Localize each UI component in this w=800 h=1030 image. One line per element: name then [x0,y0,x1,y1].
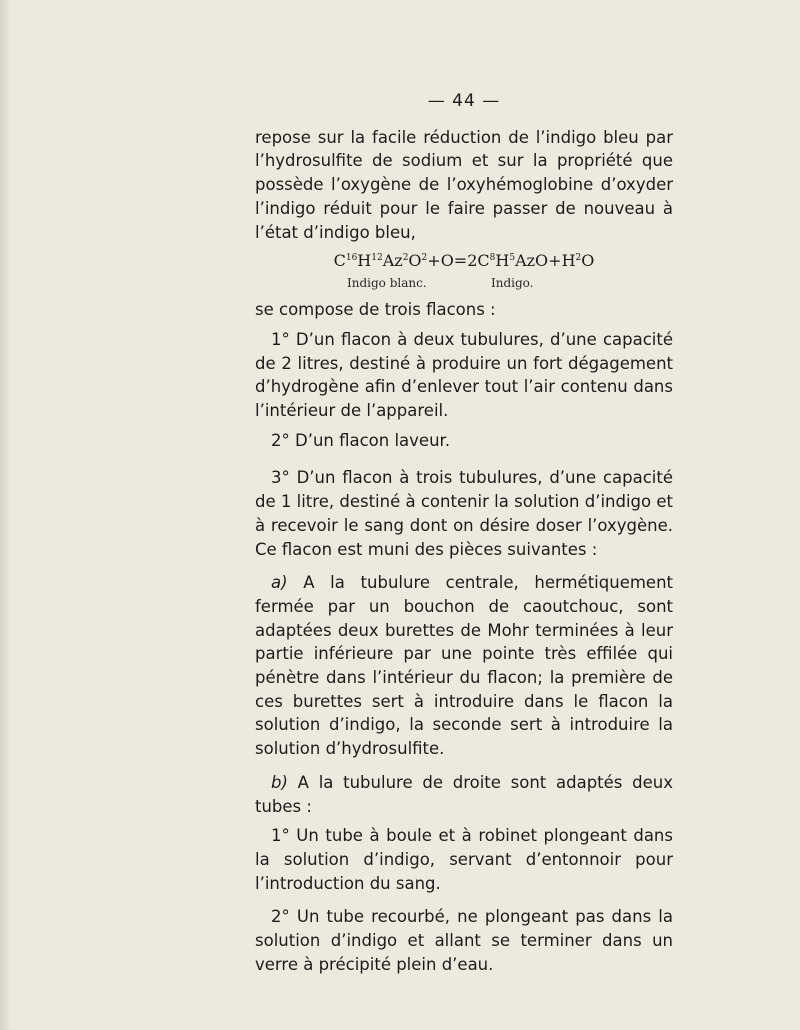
label-indigo-blanc: Indigo blanc. [347,276,427,291]
item-a [255,571,673,761]
item-a-marker: a) [271,573,288,593]
item-1: 1° D’un flacon à deux tubulures, d’une capacité de 2 litres, destiné à produire un fort dégagement d’hydrogène afin d’enlever tout l’air contenu dans l’intérieur de l’appareil. [255,329,673,421]
item-a-text: A la tubulure centrale, hermétiquement fermée par un bouchon de caoutchouc, sont adaptées deux burettes de Mohr terminées à leur partie inférieure par une pointe très effilée qui pénètre dans l’intérieur du flacon; la première de ces burettes sert à introduire dans le flacon la solution d’indigo, la seconde sert à introduire la solution d’hydrosulfite. [255,573,673,759]
item-b [255,771,673,818]
page-edge-shadow [0,0,10,1030]
item-3: 3° D’un flacon à trois tubulures, d’une capacité de 1 litre, destiné à contenir la solution d’indigo et à recevoir le sang dont on désire doser l’oxygène. Ce flacon est muni des pièces suivantes : [255,468,673,559]
item-b2: 2° Un tube recourbé, ne plongeant pas dans la solution d’indigo et allant se terminer dans un verre à précipité plein d’eau. [255,907,673,974]
item-b-marker: b) [271,772,288,792]
intro-paragraph: repose sur la facile réduction de l’indigo bleu par l’hydrosulfite de sodium et sur la propriété que possède l’oxygène de l’oxyhémoglobine d’oxyder l’indigo réduit pour le faire passer de nouveau à l’état d’indigo bleu, [255,127,673,242]
item-b1: 1° Un tube à boule et à robinet plongeant dans la solution d’indigo, servant d’entonnoir pour l’introduction du sang. [255,826,673,893]
compose-line: se compose de trois flacons : [255,300,496,320]
label-indigo: Indigo. [491,276,534,291]
page-number: — 44 — [427,91,501,111]
item-b-text: A la tubulure de droite sont adaptés deux tubes : [255,772,673,816]
chemical-equation: $C^{16}H^{12}Az^2O^2+O=2C^8H^5AzO+H^2O$ [333,251,595,271]
page-content [255,90,673,977]
equation-labels [255,272,673,294]
item-2: 2° D’un flacon laveur. [271,430,451,450]
